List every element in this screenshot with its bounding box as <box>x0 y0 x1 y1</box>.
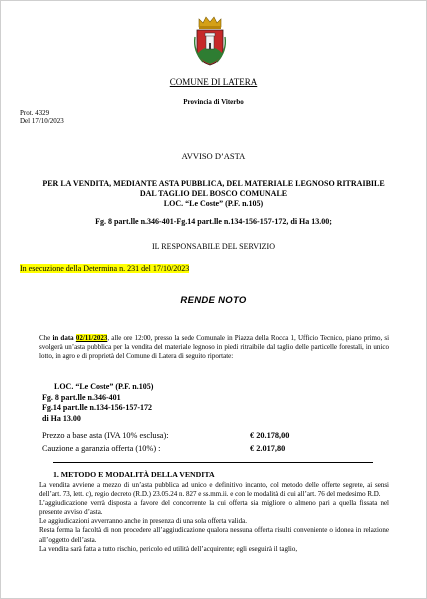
protocol-block <box>20 109 64 125</box>
determina-highlight: In esecuzione della Determina n. 231 del 17/10/2023 <box>20 264 190 273</box>
rende-noto-heading: RENDE NOTO <box>180 295 247 306</box>
lot-location: LOC. “Le Coste” (P.F. n.105) <box>54 382 154 391</box>
intro-rest: , alle ore 12:00, presso la sede Comunale in Piazza della Rocca 1, Ufficio Tecnico, piano primo, si svolgerà un’asta pubblica per la vendita del materiale legnoso in piedi ritraibile dal taglio delle particelle forestali, in unico lotto, in agro e di proprietà del Comune di Latera di seguito riportate: <box>39 334 390 361</box>
lot-fg8: Fg. 8 part.lle n.346-401 <box>42 392 121 402</box>
intro-in-data: in data <box>52 334 76 342</box>
lot-area: di Ha 13.00 <box>42 413 81 423</box>
lot-details <box>42 382 153 424</box>
section-divider <box>53 462 373 463</box>
section-1-line: L’aggiudicazione verrà disposta a favore del concorrente la cui offerta sia migliore o almeno pari a quella fissata nel presente avviso d’asta. <box>39 499 389 517</box>
responsabile-heading: IL RESPONSABILE DEL SERVIZIO <box>152 242 275 251</box>
subject-text: PER LA VENDITA, MEDIANTE ASTA PUBBLICA, DEL MATERIALE LEGNOSO RITRAIBILE DAL TAGLIO DEL BOSCO COMUNALE <box>42 179 385 198</box>
subject-location: LOC. “Le Coste” (P.F. n.105) <box>163 199 264 208</box>
section-1-line: Le aggiudicazioni avverranno anche in presenza di una sola offerta valida. <box>39 517 248 526</box>
prezzo-value: € 20.178,00 <box>250 431 290 440</box>
intro-prefix: Che <box>39 334 53 342</box>
cauzione-value: € 2.017,80 <box>250 444 286 453</box>
section-1-body <box>39 481 389 554</box>
cauzione-label: Cauzione a garanzia offerta (10%) : <box>42 444 161 453</box>
determina-line <box>20 264 189 273</box>
comune-name: COMUNE DI LATERA <box>169 77 258 87</box>
protocol-date: Del 17/10/2023 <box>20 117 64 125</box>
prezzo-label: Prezzo a base asta (IVA 10% esclusa): <box>42 431 169 440</box>
document-title: AVVISO D’ASTA <box>181 151 246 161</box>
section-1-line: Resta ferma la facoltà di non procedere all’aggiudicazione qualora nessuna offerta risulti conveniente o idonea in relazione all’oggetto dell’asta. <box>39 526 389 544</box>
parcels-line: Fg. 8 part.lle n.346-401-Fg.14 part.lle n.134-156-157-172, di Ha 13.00; <box>95 217 332 226</box>
section-1-title: 1. METODO E MODALITÀ DELLA VENDITA <box>53 470 215 479</box>
lot-fg14: Fg.14 part.lle n.134-156-157-172 <box>42 403 152 412</box>
protocol-number: Prot. 4329 <box>20 109 50 117</box>
section-1-line: La vendita sarà fatta a tutto rischio, pericolo ed utilità dell’acquirente; egli eseguirà il taglio, <box>39 544 298 553</box>
provincia-name: Provincia di Viterbo <box>183 98 244 106</box>
municipal-crest-icon <box>191 15 229 67</box>
auction-date: 02/11/2023 <box>75 334 108 342</box>
section-1-line: La vendita avviene a mezzo di un’asta pubblica ad unico e definitivo incanto, col metodo delle offerte segrete, ai sensi dell’art. 73, lett. c), regio decreto (R.D.) 23.05.24 n. 827 e ss.mm.ii. e con le modalità di cui all’art. 76 del medesimo R.D. <box>39 481 389 499</box>
intro-paragraph <box>39 334 389 362</box>
document-subject <box>1 179 426 209</box>
